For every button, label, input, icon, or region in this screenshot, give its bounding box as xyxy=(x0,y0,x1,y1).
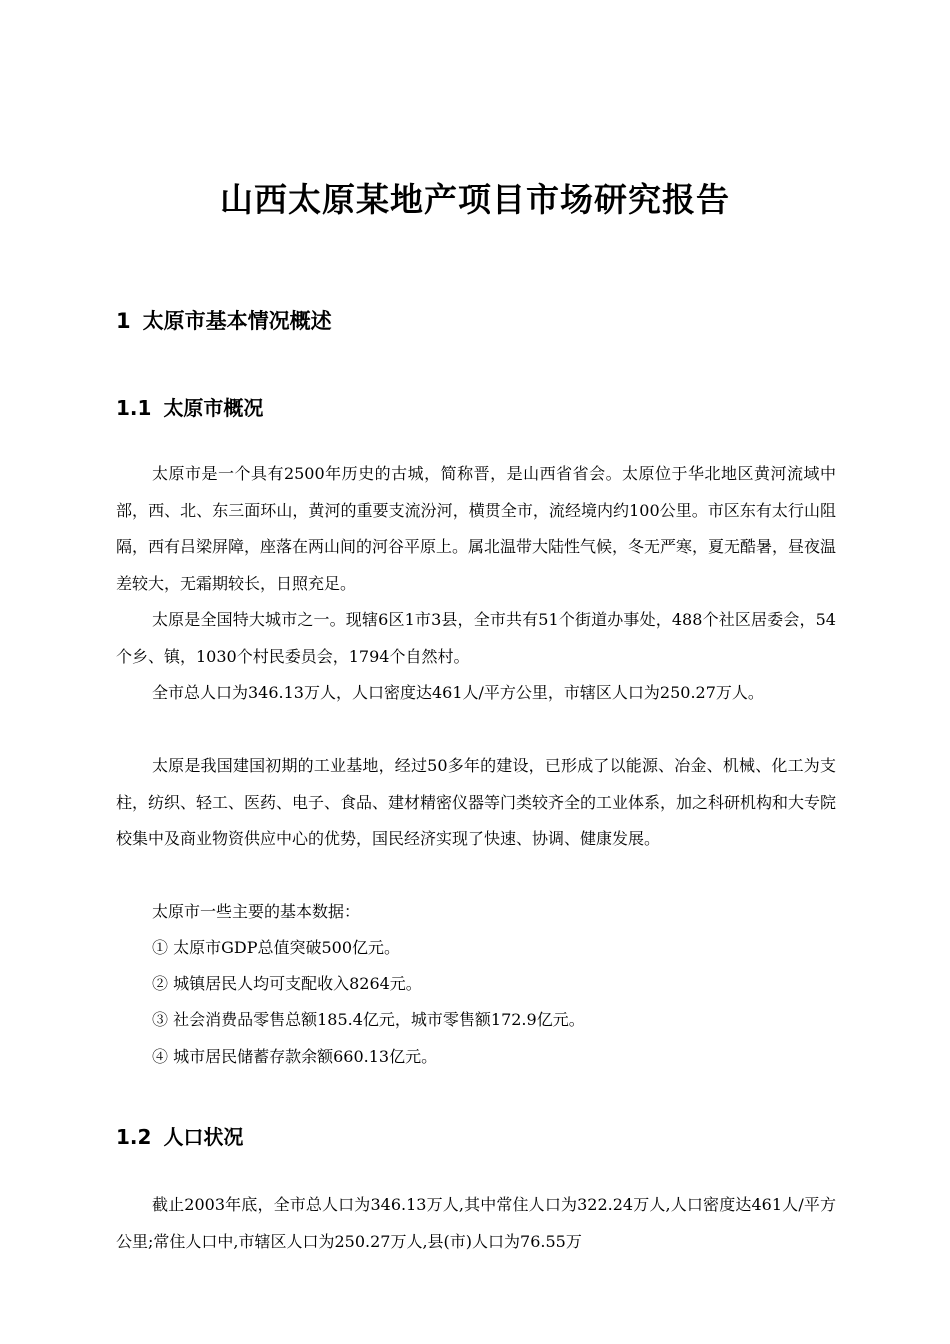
document-title: 山西太原某地产项目市场研究报告 xyxy=(220,180,730,219)
paragraph-population-status: 截止2003年底，全市总人口为346.13万人,其中常住人口为322.24万人,人口密度达461人/平方公里;常住人口中,市辖区人口为250.27万人,县(市)人口为76.55万 xyxy=(116,1195,836,1251)
paragraph-administration: 太原是全国特大城市之一。现辖6区1市3县，全市共有51个街道办事处，488个社区居委会，54个乡、镇，1030个村民委员会，1794个自然村。 xyxy=(116,610,836,666)
data-item-retail: ③ 社会消费品零售总额185.4亿元，城市零售额172.9亿元。 xyxy=(152,1010,585,1029)
data-intro: 太原市一些主要的基本数据： xyxy=(152,902,361,921)
paragraph-industry: 太原是我国建国初期的工业基地，经过50多年的建设，已形成了以能源、冶金、机械、化工为支柱，纺织、轻工、医药、电子、食品、建材精密仪器等门类较齐全的工业体系，加之科研机构和大专院校集中及商业物资供应中心的优势，国民经济实现了快速、协调、健康发展。 xyxy=(116,756,837,848)
section-1-2-heading xyxy=(116,1121,243,1150)
section-1-heading xyxy=(116,305,332,335)
section-1-2-title: 人口状况 xyxy=(163,1125,244,1149)
section-1-2-number: 1.2 xyxy=(116,1125,152,1149)
paragraph-overview: 太原市是一个具有2500年历史的古城，简称晋，是山西省省会。太原位于华北地区黄河流域中部，西、北、东三面环山，黄河的重要支流汾河，横贯全市，流经境内约100公里。市区东有太行山阻隔，西有吕梁屏障，座落在两山间的河谷平原上。属北温带大陆性气候，冬无严寒，夏无酷暑，昼夜温差较大，无霜期较长，日照充足。 xyxy=(116,464,837,593)
section-1-1-heading xyxy=(116,392,263,421)
paragraph-population-summary: 全市总人口为346.13万人，人口密度达461人/平方公里，市辖区人口为250.27万人。 xyxy=(152,683,764,702)
section-1-title: 太原市基本情况概述 xyxy=(142,309,332,333)
section-1-number: 1 xyxy=(116,309,131,333)
section-1-1-title: 太原市概况 xyxy=(163,396,264,420)
data-item-savings: ④ 城市居民储蓄存款余额660.13亿元。 xyxy=(152,1047,438,1066)
data-item-income: ② 城镇居民人均可支配收入8264元。 xyxy=(152,974,422,993)
data-item-gdp: ① 太原市GDP总值突破500亿元。 xyxy=(152,938,401,957)
section-1-1-number: 1.1 xyxy=(116,396,152,420)
